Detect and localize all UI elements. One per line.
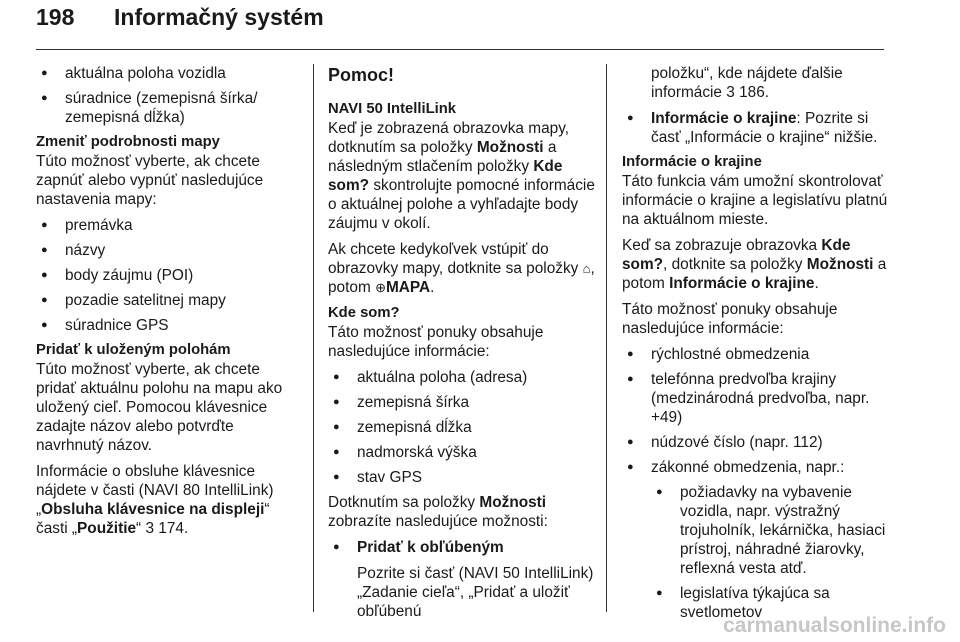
text-fragment: “ — [136, 520, 146, 537]
options-text — [328, 493, 595, 531]
bold-fragment: Možnosti — [479, 494, 547, 511]
list-item: ● premávka — [36, 216, 302, 235]
text-fragment: skontrolujte pomocné informácie o aktuálnej polohe a vyhľadajte body záujmu v okolí. — [328, 177, 595, 232]
map-details-text: Túto možnosť vyberte, ak chcete zapnúť alebo vypnúť nasledujúce nastavenia mapy: — [36, 153, 264, 208]
page-number: 198 — [36, 4, 75, 30]
text-fragment: Keď je zobrazená obrazovka mapy, dotknutím sa položky — [328, 120, 570, 156]
list-item: ● legislatíva týkajúca sa svetlometov — [651, 584, 892, 622]
list-item — [622, 109, 892, 147]
bold-fragment: Kde som? — [328, 158, 563, 194]
page-reference: 3 174. — [145, 520, 189, 537]
legal-sub-list — [651, 483, 892, 622]
text-fragment: Informácie o obsluhe klávesnice nájdete v časti (NAVI 80 IntelliLink) „ — [36, 463, 274, 518]
continued-text — [622, 64, 892, 102]
saved-locations-heading: Pridať k uloženým polohám — [36, 342, 231, 358]
bold-fragment: Použitie — [77, 520, 137, 537]
display-text — [622, 236, 892, 293]
bold-fragment: Možnosti — [806, 256, 874, 273]
text-fragment: . — [814, 275, 819, 292]
bold-fragment: Pridať k obľúbeným — [357, 539, 504, 556]
list-item — [622, 458, 892, 622]
map-icon: ⊕ — [375, 280, 386, 295]
list-item: ● zemepisná dĺžka — [328, 418, 595, 437]
keyboard-info-text — [36, 462, 302, 538]
text-fragment: a potom — [622, 256, 887, 292]
bold-fragment: MAPA — [385, 279, 431, 296]
saved-locations-text: Túto možnosť vyberte, ak chcete pridať aktuálnu polohu na mapu ako uložený cieľ. Pomocou klávesnice zadajte názov alebo potvrďte navrhnutý názov. — [36, 361, 283, 454]
text-fragment: Keď sa zobrazuje obrazovka — [622, 237, 822, 254]
bold-fragment: Informácie o krajine — [651, 110, 797, 127]
options-list — [328, 538, 595, 621]
bold-fragment: Možnosti — [476, 139, 544, 156]
column-3 — [622, 64, 892, 628]
text-fragment: : Pozrite si časť „Informácie o krajine“ nižšie. — [651, 110, 878, 146]
bold-fragment: Obsluha klávesnice na displeji — [41, 501, 265, 518]
map-details-heading: Zmeniť podrobnosti mapy — [36, 134, 220, 150]
navi-heading: NAVI 50 IntelliLink — [328, 101, 456, 117]
map-exit-text — [328, 240, 595, 297]
list-item: ● pozadie satelitnej mapy — [36, 291, 302, 310]
header-rule — [36, 49, 884, 50]
text-fragment: . — [430, 279, 435, 296]
page-header — [36, 0, 884, 50]
column-1 — [36, 64, 302, 545]
info-list — [622, 109, 892, 147]
text-fragment: a následným stlačením položky — [328, 139, 557, 175]
list-item: ● nadmorská výška — [328, 443, 595, 462]
country-info-list — [622, 345, 892, 622]
list-item: ● zemepisná šírka — [328, 393, 595, 412]
text-fragment: zákonné obmedzenia, napr.: — [651, 459, 845, 476]
watermark: carmanualsonline.info — [723, 614, 946, 637]
text-fragment: položku“, kde nájdete ďalšie informácie — [651, 65, 843, 101]
text-fragment: zobrazíte nasledujúce možnosti: — [328, 513, 548, 530]
list-item: ● názvy — [36, 241, 302, 260]
column-2 — [328, 64, 595, 627]
page-title: Informačný systém — [114, 4, 324, 30]
list-item: ● telefónna predvoľba krajiny (medzinárodná predvoľba, napr. +49) — [622, 370, 892, 427]
text-fragment: “ časti „ — [36, 501, 270, 537]
text-fragment: , potom — [328, 260, 595, 296]
map-settings-list — [36, 216, 302, 335]
list-item: ● aktuálna poloha vozidla — [36, 64, 302, 83]
where-am-i-text: Táto možnosť ponuky obsahuje nasledujúce informácie: — [328, 324, 544, 360]
list-item: ● body záujmu (POI) — [36, 266, 302, 285]
bold-fragment: Informácie o krajine — [669, 275, 815, 292]
text-fragment: Ak chcete kedykoľvek vstúpiť do obrazovky mapy, dotknite sa položky — [328, 241, 583, 277]
list-item — [328, 538, 595, 621]
list-item: ● súradnice GPS — [36, 316, 302, 335]
bold-fragment: Kde som? — [622, 237, 851, 273]
list-item: ● rýchlostné obmedzenia — [622, 345, 892, 364]
list-item: ● aktuálna poloha (adresa) — [328, 368, 595, 387]
text-fragment: Dotknutím sa položky — [328, 494, 480, 511]
page-reference: 3 186. — [726, 84, 770, 101]
list-item: ● súradnice (zemepisná šírka/ zemepisná dĺžka) — [36, 89, 302, 127]
navi-text — [328, 119, 595, 233]
list-item: ● požiadavky na vybavenie vozidla, napr. výstražný trojuholník, lekárnička, hasiaci prístroj, náhradné žiarovky, reflexná vesta atď. — [651, 483, 892, 578]
column-divider-2 — [606, 64, 607, 612]
where-am-i-heading: Kde som? — [328, 305, 400, 321]
help-heading: Pomoc! — [328, 65, 395, 85]
favorite-text: Pozrite si časť (NAVI 50 IntelliLink) „Zadanie cieľa“, „Pridať a uložiť obľúbenú — [357, 565, 594, 620]
location-list — [36, 64, 302, 127]
home-icon: ⌂ — [582, 261, 591, 276]
menu-text: Táto možnosť ponuky obsahuje nasledujúce informácie: — [622, 301, 838, 337]
text-fragment: , dotknite sa položky — [663, 256, 807, 273]
where-am-i-list — [328, 368, 595, 487]
country-info-text: Táto funkcia vám umožní skontrolovať informácie o krajine a legislatívu platnú na aktuálnom mieste. — [622, 173, 888, 228]
list-item: ● núdzové číslo (napr. 112) — [622, 433, 892, 452]
column-divider-1 — [313, 64, 314, 612]
country-info-heading: Informácie o krajine — [622, 154, 762, 170]
list-item: ● stav GPS — [328, 468, 595, 487]
